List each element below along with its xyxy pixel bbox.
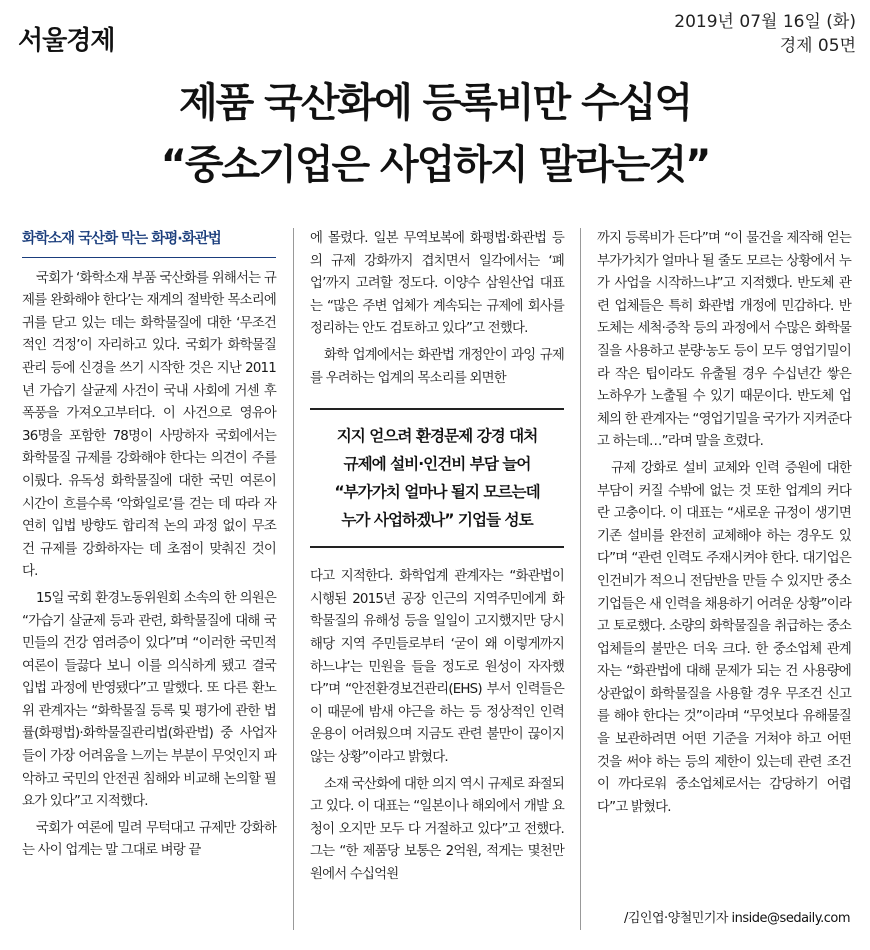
publication-date: 2019년 07월 16일 (화) bbox=[674, 12, 856, 32]
paragraph: 에 몰렸다. 일본 무역보복에 화평법·화관법 등의 규제 강화까지 겹치면서 일각에서는 ‘폐업’까지 고려할 정도다. 이양수 삼원산업 대표는 “많은 주변 업체가 계속되는 규제에 회사를 정리하는 안도 검토하고 있다”고 전했다. bbox=[310, 231, 564, 337]
pull-quote-line: 누가 사업하겠나” 기업들 성토 bbox=[341, 511, 533, 530]
paragraph: 국회가 ‘화학소재 부품 국산화를 위해서는 규제를 완화해야 한다’는 재계의 절박한 목소리에 귀를 닫고 있는 데는 화학물질에 대한 ‘무조건적인 걱정’이 자리하고 있다. 국회가 화학물질 관리 등에 신경을 쓰기 시작한 것은 지난 2011년 가습기 살균제 사건이 국내 사회에 거센 후폭풍을 가져오고부터다. 이 사건으로 영유아 36명을 포함한 78명이 사망하자 국회에서는 화학물질 규제를 강화해야 한다는 의견이 주를 이뤘다. 유독성 화학물질에 대한 국민 여론이 시간이 흐를수록 ‘악화일로’를 걷는 데 따라 자연히 입법 방향도 합리적 논의 과정 없이 무조건 규제를 강화하자는 데 초점이 맞춰진 것이다. bbox=[22, 270, 276, 580]
column-divider bbox=[293, 228, 294, 930]
article-column-1 bbox=[22, 228, 276, 867]
pull-quote bbox=[310, 408, 564, 548]
headline-line-1: 제품 국산화에 등록비만 수십억 bbox=[178, 80, 692, 126]
paragraph: 다고 지적한다. 화학업계 관계자는 “화관법이 시행된 2015년 공장 인근의 지역주민에게 화학물질의 유해성 등을 일일이 고지했지만 당시 해당 지역 주민들로부터 ‘굳이 왜 이렇게까지 하느냐’는 민원을 들을 정도로 원성이 자자했다”며 “안전환경보건관리(EHS) 부서 인력들은 이 때문에 밤새 야근을 하는 등 정상적인 인력 운용이 어려웠으며 지금도 관련 불만이 끊이지 않는 상황”이라고 밝혔다. bbox=[310, 569, 564, 765]
subheadline: 화학소재 국산화 막는 화평·화관법 bbox=[22, 228, 276, 258]
paragraph: 국회가 여론에 밀려 무턱대고 규제만 강화하는 사이 업계는 말 그대로 벼랑 끝 bbox=[22, 820, 276, 859]
headline bbox=[0, 72, 870, 196]
column-divider bbox=[580, 228, 581, 930]
pull-quote-line: 규제에 설비·인건비 부담 늘어 bbox=[343, 455, 531, 474]
section-page: 경제 05면 bbox=[779, 36, 856, 56]
paragraph: 소재 국산화에 대한 의지 역시 규제로 좌절되고 있다. 이 대표는 “일본이나 해외에서 개발 요청이 오지만 모두 다 거절하고 있다”고 전했다. 그는 “한 제품당 보통은 2억원, 적게는 몇천만원에서 수십억원 bbox=[310, 776, 564, 882]
paragraph: 화학 업계에서는 화관법 개정안이 과잉 규제를 우려하는 업계의 목소리를 외면한 bbox=[310, 347, 564, 386]
newspaper-name: 서울경제 bbox=[18, 26, 115, 56]
pull-quote-line: 지지 얻으려 환경문제 강경 대처 bbox=[336, 427, 538, 446]
article-column-3 bbox=[597, 228, 851, 823]
pull-quote-line: “부가가치 얼마나 될지 모르는데 bbox=[334, 483, 540, 502]
paragraph: 규제 강화로 설비 교체와 인력 증원에 대한 부담이 커질 수밖에 없는 것 또한 업계의 커다란 고충이다. 이 대표는 “새로운 규정이 생기면 기존 설비를 완전히 교체해야 하는 경우도 있다”며 “관련 인력도 주재시켜야 한다. 대기업은 인건비가 적으니 전담반을 만들 수 있지만 중소기업들은 새 인력을 채용하기 어려운 상황”이라고 토로했다. 소량의 화학물질을 취급하는 중소업체들의 불만은 더욱 크다. 한 중소업체 관계자는 “화관법에 대해 문제가 되는 건 사용량에 상관없이 화학물질을 사용할 경우 무조건 신고를 해야 한다는 것”이라며 “무엇보다 유해물질을 보관하려면 어떤 기준을 거쳐야 하고 어떤 것을 써야 하는 등의 제한이 있는데 관련 조건이 까다로워 중소업체로서는 감당하기 어렵다”고 밝혔다. bbox=[597, 460, 851, 815]
paragraph: 까지 등록비가 든다”며 “이 물건을 제작해 얻는 부가가치가 얼마나 될 줄도 모르는 상황에서 누가 사업을 시작하느냐”고 지적했다. 반도체 관련 업체들은 특히 화관법 개정에 민감하다. 반도체는 세척·증착 등의 과정에서 수많은 화학물질을 사용하고 분량·농도 등이 모두 영업기밀이라 작은 팁이라도 유출될 경우 수십년간 쌓은 노하우가 노출될 수 있기 때문이다. 반도체 업체의 한 관계자는 “영업기밀을 국가가 지켜준다고 하는데…”라며 말을 흐렸다. bbox=[597, 231, 851, 450]
headline-line-2: “중소기업은 사업하지 말라는것” bbox=[160, 142, 710, 188]
paragraph: 15일 국회 환경노동위원회 소속의 한 의원은 “가습기 살균제 등과 관련, 화학물질에 대해 국민들의 건강 염려증이 있다”며 “이러한 국민적 여론이 들끓다 보니 이를 의식하게 됐고 결국 입법 과정에 반영됐다”고 말했다. 또 다른 환노위 관계자는 “화학물질 등록 및 평가에 관한 법률(화평법)·화학물질관리법(화관법) 중 사업자들이 가장 어려움을 느끼는 부분이 무엇인지 파악하고 국민의 안전권 침해와 비교해 논의할 필요가 있다”고 지적했다. bbox=[22, 590, 276, 810]
dateline bbox=[674, 10, 856, 58]
article-column-2 bbox=[310, 228, 564, 890]
byline: /김인엽·양철민기자 inside@sedaily.com bbox=[623, 911, 850, 926]
